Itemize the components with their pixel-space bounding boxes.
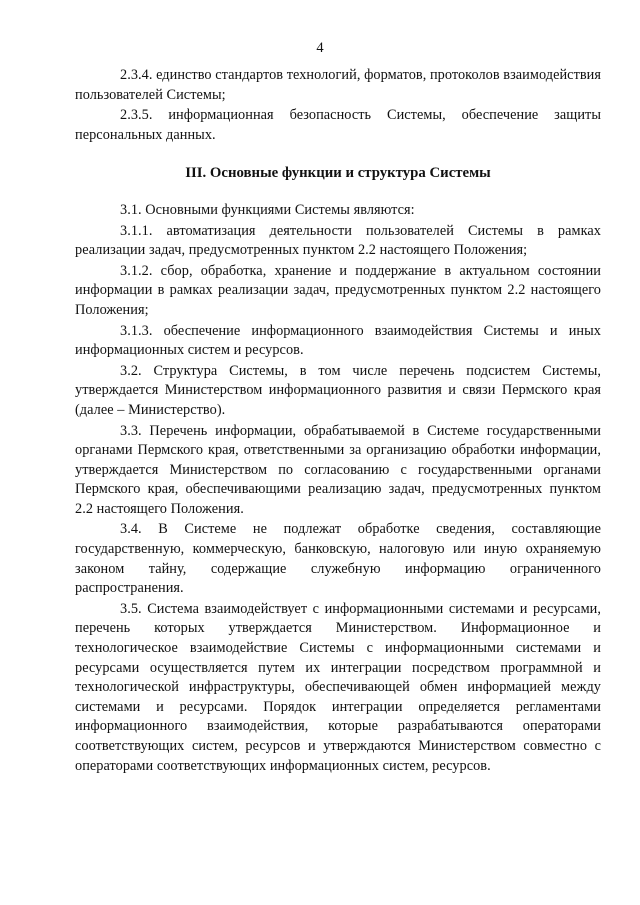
section-title: III. Основные функции и структура Системы <box>185 165 491 182</box>
page-number: 4 <box>316 40 324 56</box>
paragraph-3-1-2: 3.1.2. сбор, обработка, хранение и поддержание в актуальном состоянии информации в рамках реализации задач, предусмотренных пунктом 2.2 настоящего Положения; <box>75 262 601 318</box>
paragraph-3-1: 3.1. Основными функциями Системы являются: <box>120 201 415 218</box>
paragraph-3-1-1: 3.1.1. автоматизация деятельности пользователей Системы в рамках реализации задач, предусмотренных пунктом 2.2 настоящего Положения; <box>75 222 601 259</box>
paragraph-3-2: 3.2. Структура Системы, в том числе перечень подсистем Системы, утверждается Министерством информационного развития и связи Пермского края (далее – Министерство). <box>75 362 601 418</box>
paragraph-3-5: 3.5. Система взаимодействует с информационными системами и ресурсами, перечень которых утверждается Министерством. Информационное и технологическое взаимодействие Системы с информационными системами и ресурсами осуществляется путем их интеграции посредством программной и технологической инфраструктуры, обеспечивающей обмен информацией между системами и ресурсами. Порядок интеграции определяется регламентами информационного взаимодействия, которые разрабатываются операторами соответствующих систем, ресурсов и утверждаются Министерством совместно с операторами соответствующих информационных систем, ресурсов. <box>75 600 601 774</box>
paragraph-3-4: 3.4. В Системе не подлежат обработке сведения, составляющие государственную, коммерческую, банковскую, налоговую или иную охраняемую законом тайну, содержащие служебную информацию ограниченного распространения. <box>75 521 601 597</box>
paragraph-2-3-5: 2.3.5. информационная безопасность Системы, обеспечение защиты персональных данных. <box>75 107 601 143</box>
document-body <box>75 66 601 776</box>
paragraph-3-1-3: 3.1.3. обеспечение информационного взаимодействия Системы и иных информационных систем и ресурсов. <box>75 322 601 359</box>
paragraph-3-3: 3.3. Перечень информации, обрабатываемой в Системе государственными органами Пермского края, ответственными за организацию обработки информации, утверждается Министерством по согласованию с государственными органами Пермского края, обеспечивающими реализацию задач, предусмотренных пунктом 2.2 настоящего Положения. <box>75 422 601 517</box>
paragraph-2-3-4: 2.3.4. единство стандартов технологий, форматов, протоколов взаимодействия пользователей Системы; <box>75 67 601 103</box>
